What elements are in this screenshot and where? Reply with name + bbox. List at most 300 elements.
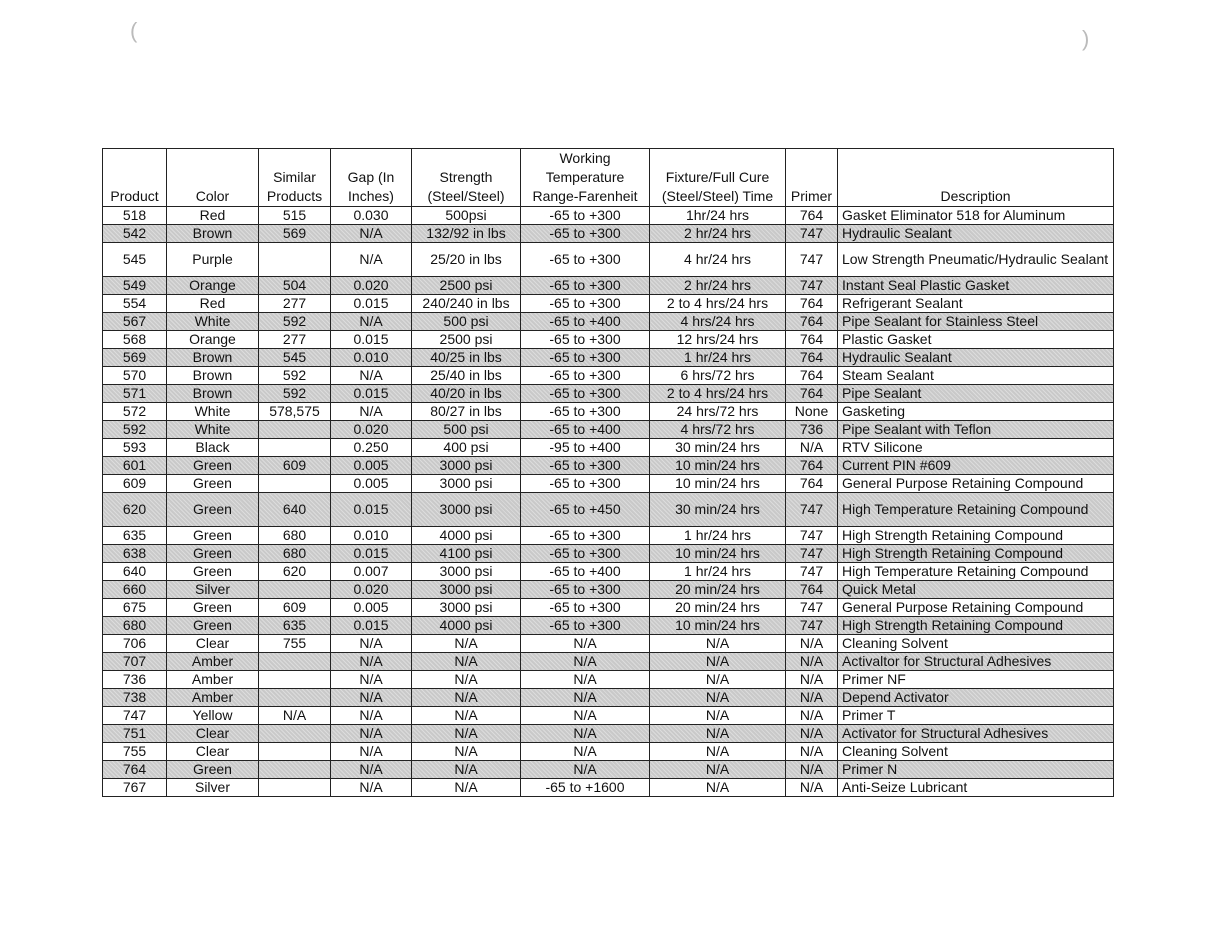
table-row	[103, 581, 1114, 599]
cell-gap: 0.250	[331, 439, 412, 457]
cell-temperature: -65 to +300	[521, 527, 650, 545]
cell-primer: 747	[786, 277, 838, 295]
cell-color: Brown	[167, 385, 259, 403]
cell-product: 554	[103, 295, 167, 313]
table-header-row	[103, 149, 1114, 207]
cell-strength: 400 psi	[412, 439, 521, 457]
cell-color: Clear	[167, 635, 259, 653]
cell-product: 755	[103, 743, 167, 761]
cell-primer: N/A	[786, 635, 838, 653]
cell-gap: 0.020	[331, 581, 412, 599]
cell-similar-products: 609	[259, 457, 331, 475]
cell-strength: 80/27 in lbs	[412, 403, 521, 421]
cell-strength: 3000 psi	[412, 475, 521, 493]
cell-description: Primer NF	[838, 671, 1114, 689]
cell-product: 707	[103, 653, 167, 671]
cell-color: Orange	[167, 277, 259, 295]
cell-gap: 0.005	[331, 457, 412, 475]
cell-strength: 132/92 in lbs	[412, 225, 521, 243]
cell-primer: N/A	[786, 779, 838, 797]
table-row	[103, 527, 1114, 545]
cell-similar-products: 569	[259, 225, 331, 243]
cell-primer: N/A	[786, 671, 838, 689]
header-working-temperature: Working Temperature Range-Farenheit	[521, 149, 650, 207]
cell-color: Green	[167, 527, 259, 545]
cell-primer: 764	[786, 313, 838, 331]
cell-gap: N/A	[331, 313, 412, 331]
cell-color: Green	[167, 761, 259, 779]
cell-gap: 0.015	[331, 617, 412, 635]
cell-product: 736	[103, 671, 167, 689]
table-row	[103, 367, 1114, 385]
cell-cure-time: 30 min/24 hrs	[650, 439, 786, 457]
cell-product: 764	[103, 761, 167, 779]
cell-cure-time: 30 min/24 hrs	[650, 493, 786, 527]
cell-cure-time: 10 min/24 hrs	[650, 457, 786, 475]
cell-primer: 764	[786, 457, 838, 475]
cell-color: Amber	[167, 689, 259, 707]
scan-artifact-top-left: (	[130, 18, 138, 43]
cell-similar-products	[259, 653, 331, 671]
header-similar-products: Similar Products	[259, 149, 331, 207]
cell-similar-products: 592	[259, 367, 331, 385]
cell-similar-products: 578,575	[259, 403, 331, 421]
cell-cure-time: 20 min/24 hrs	[650, 599, 786, 617]
cell-similar-products: 755	[259, 635, 331, 653]
table-row	[103, 421, 1114, 439]
cell-description: High Strength Retaining Compound	[838, 527, 1114, 545]
cell-product: 569	[103, 349, 167, 367]
cell-temperature: -65 to +300	[521, 331, 650, 349]
cell-primer: 764	[786, 295, 838, 313]
cell-similar-products	[259, 243, 331, 277]
cell-gap: 0.015	[331, 295, 412, 313]
cell-primer: N/A	[786, 707, 838, 725]
cell-strength: 25/40 in lbs	[412, 367, 521, 385]
cell-color: Green	[167, 563, 259, 581]
cell-primer: 747	[786, 563, 838, 581]
cell-temperature: N/A	[521, 671, 650, 689]
cell-product: 635	[103, 527, 167, 545]
table-row	[103, 493, 1114, 527]
cell-color: Silver	[167, 779, 259, 797]
cell-cure-time: N/A	[650, 707, 786, 725]
cell-gap: N/A	[331, 653, 412, 671]
cell-temperature: -65 to +400	[521, 421, 650, 439]
cell-color: Silver	[167, 581, 259, 599]
cell-color: Brown	[167, 225, 259, 243]
cell-similar-products: 277	[259, 331, 331, 349]
cell-strength: 3000 psi	[412, 581, 521, 599]
cell-color: Green	[167, 457, 259, 475]
cell-cure-time: 1 hr/24 hrs	[650, 563, 786, 581]
cell-description: Refrigerant Sealant	[838, 295, 1114, 313]
cell-temperature: N/A	[521, 707, 650, 725]
cell-description: Gasket Eliminator 518 for Aluminum	[838, 207, 1114, 225]
cell-temperature: N/A	[521, 653, 650, 671]
cell-description: Depend Activator	[838, 689, 1114, 707]
cell-product: 592	[103, 421, 167, 439]
cell-temperature: -65 to +300	[521, 385, 650, 403]
cell-temperature: -65 to +300	[521, 599, 650, 617]
table-row	[103, 457, 1114, 475]
cell-gap: 0.005	[331, 599, 412, 617]
cell-primer: 764	[786, 475, 838, 493]
cell-similar-products	[259, 671, 331, 689]
header-product: Product	[103, 149, 167, 207]
cell-color: Clear	[167, 725, 259, 743]
cell-temperature: -65 to +300	[521, 277, 650, 295]
cell-similar-products: 680	[259, 545, 331, 563]
cell-similar-products	[259, 439, 331, 457]
table-row	[103, 617, 1114, 635]
cell-temperature: N/A	[521, 761, 650, 779]
cell-cure-time: 10 min/24 hrs	[650, 545, 786, 563]
cell-description: Plastic Gasket	[838, 331, 1114, 349]
table-row	[103, 743, 1114, 761]
cell-gap: 0.005	[331, 475, 412, 493]
cell-product: 518	[103, 207, 167, 225]
cell-gap: 0.015	[331, 493, 412, 527]
header-fixture-cure-time: Fixture/Full Cure (Steel/Steel) Time	[650, 149, 786, 207]
cell-product: 568	[103, 331, 167, 349]
cell-strength: N/A	[412, 761, 521, 779]
cell-strength: 3000 psi	[412, 599, 521, 617]
cell-description: Primer N	[838, 761, 1114, 779]
table-row	[103, 779, 1114, 797]
cell-description: Pipe Sealant with Teflon	[838, 421, 1114, 439]
cell-strength: 500 psi	[412, 313, 521, 331]
cell-description: Low Strength Pneumatic/Hydraulic Sealant	[838, 243, 1114, 277]
cell-temperature: -95 to +400	[521, 439, 650, 457]
header-description: Description	[838, 149, 1114, 207]
cell-similar-products: 592	[259, 313, 331, 331]
cell-similar-products	[259, 743, 331, 761]
table-body	[103, 207, 1114, 797]
cell-color: Purple	[167, 243, 259, 277]
cell-similar-products: 504	[259, 277, 331, 295]
cell-product: 738	[103, 689, 167, 707]
cell-temperature: N/A	[521, 743, 650, 761]
cell-strength: 3000 psi	[412, 563, 521, 581]
cell-description: High Temperature Retaining Compound	[838, 493, 1114, 527]
cell-primer: 736	[786, 421, 838, 439]
cell-similar-products	[259, 475, 331, 493]
header-gap: Gap (In Inches)	[331, 149, 412, 207]
cell-temperature: -65 to +400	[521, 313, 650, 331]
cell-strength: 2500 psi	[412, 277, 521, 295]
table-row	[103, 277, 1114, 295]
table-row	[103, 653, 1114, 671]
cell-temperature: -65 to +300	[521, 457, 650, 475]
table-row	[103, 707, 1114, 725]
cell-gap: 0.010	[331, 349, 412, 367]
cell-similar-products: N/A	[259, 707, 331, 725]
cell-temperature: -65 to +300	[521, 403, 650, 421]
table-row	[103, 761, 1114, 779]
cell-similar-products	[259, 725, 331, 743]
cell-primer: N/A	[786, 743, 838, 761]
cell-color: Yellow	[167, 707, 259, 725]
cell-primer: 764	[786, 331, 838, 349]
cell-strength: N/A	[412, 725, 521, 743]
scan-artifact-top-right: )	[1082, 26, 1090, 51]
cell-description: High Strength Retaining Compound	[838, 545, 1114, 563]
cell-color: Amber	[167, 653, 259, 671]
cell-cure-time: 1hr/24 hrs	[650, 207, 786, 225]
cell-temperature: -65 to +300	[521, 225, 650, 243]
cell-temperature: -65 to +450	[521, 493, 650, 527]
cell-similar-products: 545	[259, 349, 331, 367]
cell-product: 640	[103, 563, 167, 581]
cell-description: Pipe Sealant	[838, 385, 1114, 403]
cell-description: General Purpose Retaining Compound	[838, 599, 1114, 617]
cell-similar-products	[259, 421, 331, 439]
cell-gap: 0.015	[331, 331, 412, 349]
cell-cure-time: 24 hrs/72 hrs	[650, 403, 786, 421]
cell-similar-products	[259, 689, 331, 707]
cell-strength: N/A	[412, 671, 521, 689]
table-row	[103, 243, 1114, 277]
cell-gap: N/A	[331, 671, 412, 689]
cell-color: Red	[167, 207, 259, 225]
cell-cure-time: 2 to 4 hrs/24 hrs	[650, 295, 786, 313]
cell-gap: N/A	[331, 743, 412, 761]
cell-similar-products	[259, 581, 331, 599]
cell-temperature: -65 to +300	[521, 581, 650, 599]
cell-temperature: -65 to +300	[521, 295, 650, 313]
cell-color: Green	[167, 545, 259, 563]
cell-primer: 764	[786, 385, 838, 403]
cell-product: 601	[103, 457, 167, 475]
cell-strength: 500psi	[412, 207, 521, 225]
cell-strength: 4100 psi	[412, 545, 521, 563]
cell-cure-time: 2 hr/24 hrs	[650, 225, 786, 243]
cell-cure-time: N/A	[650, 671, 786, 689]
cell-gap: N/A	[331, 367, 412, 385]
cell-description: RTV Silicone	[838, 439, 1114, 457]
cell-description: Cleaning Solvent	[838, 635, 1114, 653]
table-row	[103, 207, 1114, 225]
cell-description: Hydraulic Sealant	[838, 349, 1114, 367]
cell-temperature: -65 to +300	[521, 207, 650, 225]
cell-temperature: N/A	[521, 635, 650, 653]
header-strength: Strength (Steel/Steel)	[412, 149, 521, 207]
cell-temperature: -65 to +300	[521, 367, 650, 385]
cell-strength: N/A	[412, 635, 521, 653]
cell-primer: 747	[786, 599, 838, 617]
cell-cure-time: 1 hr/24 hrs	[650, 527, 786, 545]
cell-product: 751	[103, 725, 167, 743]
cell-color: White	[167, 313, 259, 331]
cell-product: 593	[103, 439, 167, 457]
cell-description: Gasketing	[838, 403, 1114, 421]
cell-gap: N/A	[331, 779, 412, 797]
cell-gap: 0.020	[331, 277, 412, 295]
table-row	[103, 725, 1114, 743]
cell-similar-products: 635	[259, 617, 331, 635]
cell-strength: 4000 psi	[412, 527, 521, 545]
cell-strength: N/A	[412, 743, 521, 761]
cell-temperature: N/A	[521, 725, 650, 743]
cell-description: Cleaning Solvent	[838, 743, 1114, 761]
table-row	[103, 545, 1114, 563]
cell-primer: N/A	[786, 725, 838, 743]
cell-product: 638	[103, 545, 167, 563]
cell-gap: 0.015	[331, 545, 412, 563]
cell-primer: 764	[786, 367, 838, 385]
cell-color: Clear	[167, 743, 259, 761]
table-row	[103, 331, 1114, 349]
cell-strength: N/A	[412, 653, 521, 671]
cell-similar-products: 277	[259, 295, 331, 313]
cell-strength: 3000 psi	[412, 457, 521, 475]
cell-similar-products: 640	[259, 493, 331, 527]
cell-color: Green	[167, 599, 259, 617]
cell-cure-time: 10 min/24 hrs	[650, 475, 786, 493]
cell-temperature: -65 to +1600	[521, 779, 650, 797]
cell-primer: 747	[786, 493, 838, 527]
cell-cure-time: 10 min/24 hrs	[650, 617, 786, 635]
cell-product: 549	[103, 277, 167, 295]
cell-cure-time: 20 min/24 hrs	[650, 581, 786, 599]
table-row	[103, 403, 1114, 421]
table-row	[103, 599, 1114, 617]
table-row	[103, 563, 1114, 581]
cell-color: Brown	[167, 349, 259, 367]
table-row	[103, 295, 1114, 313]
cell-product: 706	[103, 635, 167, 653]
table-row	[103, 635, 1114, 653]
cell-strength: 3000 psi	[412, 493, 521, 527]
header-color: Color	[167, 149, 259, 207]
cell-primer: N/A	[786, 653, 838, 671]
cell-color: Amber	[167, 671, 259, 689]
cell-primer: N/A	[786, 439, 838, 457]
cell-cure-time: N/A	[650, 725, 786, 743]
table-row	[103, 439, 1114, 457]
cell-product: 542	[103, 225, 167, 243]
cell-description: Quick Metal	[838, 581, 1114, 599]
cell-description: Current PIN #609	[838, 457, 1114, 475]
cell-strength: N/A	[412, 779, 521, 797]
cell-gap: N/A	[331, 725, 412, 743]
cell-cure-time: N/A	[650, 761, 786, 779]
cell-description: Anti-Seize Lubricant	[838, 779, 1114, 797]
cell-description: Instant Seal Plastic Gasket	[838, 277, 1114, 295]
cell-gap: 0.007	[331, 563, 412, 581]
cell-product: 620	[103, 493, 167, 527]
cell-cure-time: N/A	[650, 779, 786, 797]
table-row	[103, 689, 1114, 707]
cell-primer: None	[786, 403, 838, 421]
cell-gap: 0.030	[331, 207, 412, 225]
cell-product: 680	[103, 617, 167, 635]
cell-color: Black	[167, 439, 259, 457]
cell-cure-time: N/A	[650, 743, 786, 761]
cell-description: High Temperature Retaining Compound	[838, 563, 1114, 581]
cell-description: General Purpose Retaining Compound	[838, 475, 1114, 493]
cell-cure-time: N/A	[650, 653, 786, 671]
cell-cure-time: 2 to 4 hrs/24 hrs	[650, 385, 786, 403]
cell-description: Pipe Sealant for Stainless Steel	[838, 313, 1114, 331]
cell-strength: 4000 psi	[412, 617, 521, 635]
cell-similar-products	[259, 761, 331, 779]
cell-gap: N/A	[331, 403, 412, 421]
table-row	[103, 475, 1114, 493]
cell-primer: 747	[786, 545, 838, 563]
cell-description: High Strength Retaining Compound	[838, 617, 1114, 635]
cell-product: 609	[103, 475, 167, 493]
cell-strength: N/A	[412, 689, 521, 707]
cell-product: 747	[103, 707, 167, 725]
cell-color: White	[167, 421, 259, 439]
cell-temperature: -65 to +300	[521, 243, 650, 277]
cell-gap: 0.010	[331, 527, 412, 545]
cell-primer: 764	[786, 581, 838, 599]
cell-color: Green	[167, 475, 259, 493]
cell-primer: N/A	[786, 689, 838, 707]
cell-product: 660	[103, 581, 167, 599]
cell-color: Orange	[167, 331, 259, 349]
cell-gap: 0.020	[331, 421, 412, 439]
cell-primer: 764	[786, 207, 838, 225]
table-row	[103, 225, 1114, 243]
cell-product: 567	[103, 313, 167, 331]
cell-gap: N/A	[331, 707, 412, 725]
cell-primer: 747	[786, 617, 838, 635]
cell-color: Brown	[167, 367, 259, 385]
cell-description: Steam Sealant	[838, 367, 1114, 385]
cell-cure-time: 4 hrs/24 hrs	[650, 313, 786, 331]
cell-color: Green	[167, 493, 259, 527]
cell-similar-products: 620	[259, 563, 331, 581]
cell-product: 767	[103, 779, 167, 797]
cell-cure-time: 6 hrs/72 hrs	[650, 367, 786, 385]
cell-color: Red	[167, 295, 259, 313]
cell-primer: 747	[786, 527, 838, 545]
cell-cure-time: 1 hr/24 hrs	[650, 349, 786, 367]
cell-cure-time: N/A	[650, 635, 786, 653]
cell-product: 545	[103, 243, 167, 277]
cell-cure-time: 2 hr/24 hrs	[650, 277, 786, 295]
cell-temperature: -65 to +300	[521, 617, 650, 635]
cell-description: Activaltor for Structural Adhesives	[838, 653, 1114, 671]
table-row	[103, 385, 1114, 403]
cell-product: 571	[103, 385, 167, 403]
cell-primer: N/A	[786, 761, 838, 779]
cell-cure-time: 4 hr/24 hrs	[650, 243, 786, 277]
cell-temperature: -65 to +300	[521, 349, 650, 367]
cell-description: Primer T	[838, 707, 1114, 725]
cell-strength: 240/240 in lbs	[412, 295, 521, 313]
cell-cure-time: 4 hrs/72 hrs	[650, 421, 786, 439]
cell-primer: 747	[786, 225, 838, 243]
cell-strength: N/A	[412, 707, 521, 725]
table-row	[103, 349, 1114, 367]
cell-color: Green	[167, 617, 259, 635]
cell-strength: 40/20 in lbs	[412, 385, 521, 403]
cell-gap: N/A	[331, 761, 412, 779]
cell-similar-products	[259, 779, 331, 797]
cell-primer: 747	[786, 243, 838, 277]
cell-gap: N/A	[331, 635, 412, 653]
cell-gap: N/A	[331, 689, 412, 707]
cell-description: Hydraulic Sealant	[838, 225, 1114, 243]
cell-similar-products: 680	[259, 527, 331, 545]
table-row	[103, 313, 1114, 331]
cell-product: 675	[103, 599, 167, 617]
